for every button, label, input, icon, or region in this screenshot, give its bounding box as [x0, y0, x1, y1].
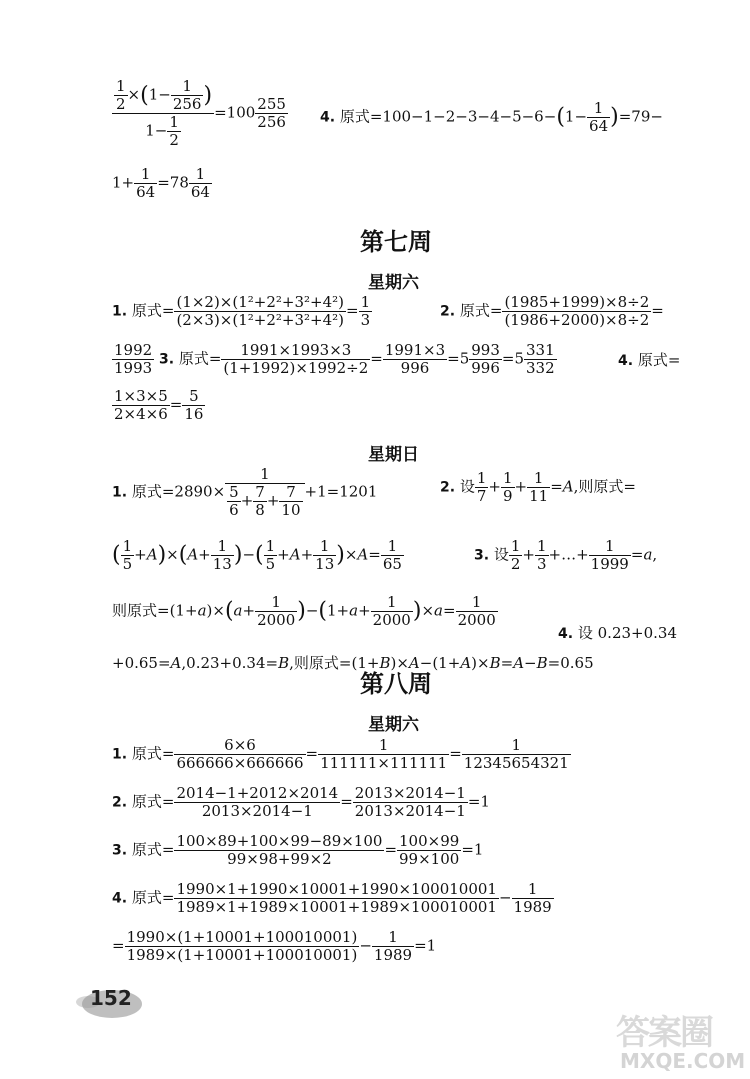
day-title: 星期日 — [368, 445, 419, 465]
item-4-top: 4. 原式=100−1−2−3−4−5−6−(1− $\frac{1}{64}$ )=79− — [320, 99, 663, 135]
w8-sat-item-2: 2. 原式= $\frac{2014-1+2012\times 2014}{2013\times 2014-1}$ = $\frac{2013\times 2014-1}{2013\times 2014-1}$ =1 — [112, 784, 490, 820]
w7-sun-item-2: 2. 设 $\frac{1}{7}$ + $\frac{1}{9}$ + $\frac{1}{11}$ =A,则原式= — [440, 469, 636, 505]
page-number-badge — [68, 980, 150, 1022]
day-title: 星期六 — [368, 715, 419, 735]
w7-sat-item-3: $\frac{1992}{1993}$ 3. 原式= $\frac{1991\times 1993\times 3}{(1+1992)\times 1992\div 2}$ = $\frac{1991\times 3}{996}$ =5 $\frac{993}{996}$ =5 $\frac{331}{332}$ — [114, 341, 555, 377]
w7-sun-item-4: 4. 设 0.23+0.34 — [558, 624, 677, 642]
w7-sat-item-1: 1. 原式= $\frac{\text{(1×2)×(1²+2²+3²+4²)}}{\text{(2×3)×(1²+2²+3²+4²)}}$ = $\frac{1}{3}$ — [112, 293, 371, 329]
watermark-url: MXQE.COM — [620, 1049, 746, 1073]
watermark — [612, 1005, 746, 1075]
w7-sun-item-2-cont: ( $\frac{1}{5}$ +A)×(A+ $\frac{1}{13}$ )−( $\frac{1}{5}$ +A+ $\frac{1}{13}$ )×A= $\frac{1}{65}$ — [112, 537, 402, 573]
day-title: 星期六 — [368, 273, 419, 293]
w7-sat-item-4: 4. 原式= — [618, 351, 681, 369]
page-number: 152 — [90, 986, 132, 1010]
top-continuation: 1+ $\frac{1}{64}$ =78 $\frac{1}{64}$ — [112, 165, 210, 201]
w7-sun-item-3: 3. 设 $\frac{1}{2}$ + $\frac{1}{3}$ +…+ $\frac{1}{1999}$ =a, — [474, 537, 658, 573]
watermark-text: 答案圈 — [616, 1013, 712, 1053]
w7-sat-item-2: 2. 原式= $\frac{(1985+1999)\times 8\div 2}{(1986+2000)\times 8\div 2}$ = — [440, 293, 664, 329]
w8-sat-item-4: 4. 原式= $\frac{1990\times 1+1990\times 10001+1990\times 100010001}{1989\times 1+1989\times 10001+1989\times 100010001}$ − $\frac{1}{1989}$ — [112, 880, 552, 916]
week-title: 第八周 — [360, 670, 432, 698]
w7-sun-item-4-cont: +0.65=A,0.23+0.34=B,则原式=(1+B)×A−(1+A)×B=A−B=0.65 — [112, 654, 594, 672]
w8-sat-item-4-cont: = $\frac{1990\times(1+10001+100010001)}{1989\times(1+10001+100010001)}$ − $\frac{1}{1989}$ =1 — [112, 928, 437, 964]
w7-sun-item-3-cont: 则原式=(1+a)×(a+ $\frac{1}{2000}$ )−(1+a+ $\frac{1}{2000}$ )×a= $\frac{1}{2000}$ — [112, 593, 496, 629]
week-title: 第七周 — [360, 228, 432, 256]
w8-sat-item-1: 1. 原式= $\frac{6\times 6}{666666\times 666666}$ = $\frac{1}{111111\times 111111}$ = $\frac{1}{12345654321}$ — [112, 736, 569, 772]
top-expression: $\frac{1}{2}$ ×(1− $\frac{1}{256}$ ) 1− $\frac{1}{2}$ =100 $\frac{255}{256}$ — [112, 78, 288, 149]
w7-sat-item-4-cont: $\frac{1\times 3\times 5}{2\times 4\times 6}$ = $\frac{5}{16}$ — [114, 387, 204, 423]
w7-sun-item-1: 1. 原式=2890× 1 $\frac{5}{6}$ + $\frac{7}{8}$ + $\frac{7}{10}$ +1=1201 — [112, 465, 378, 519]
w8-sat-item-3: 3. 原式= $\frac{100\times 89+100\times 99-89\times 100}{99\times 98+99\times 2}$ = $\frac{100\times 99}{99\times 100}$ =1 — [112, 832, 484, 868]
